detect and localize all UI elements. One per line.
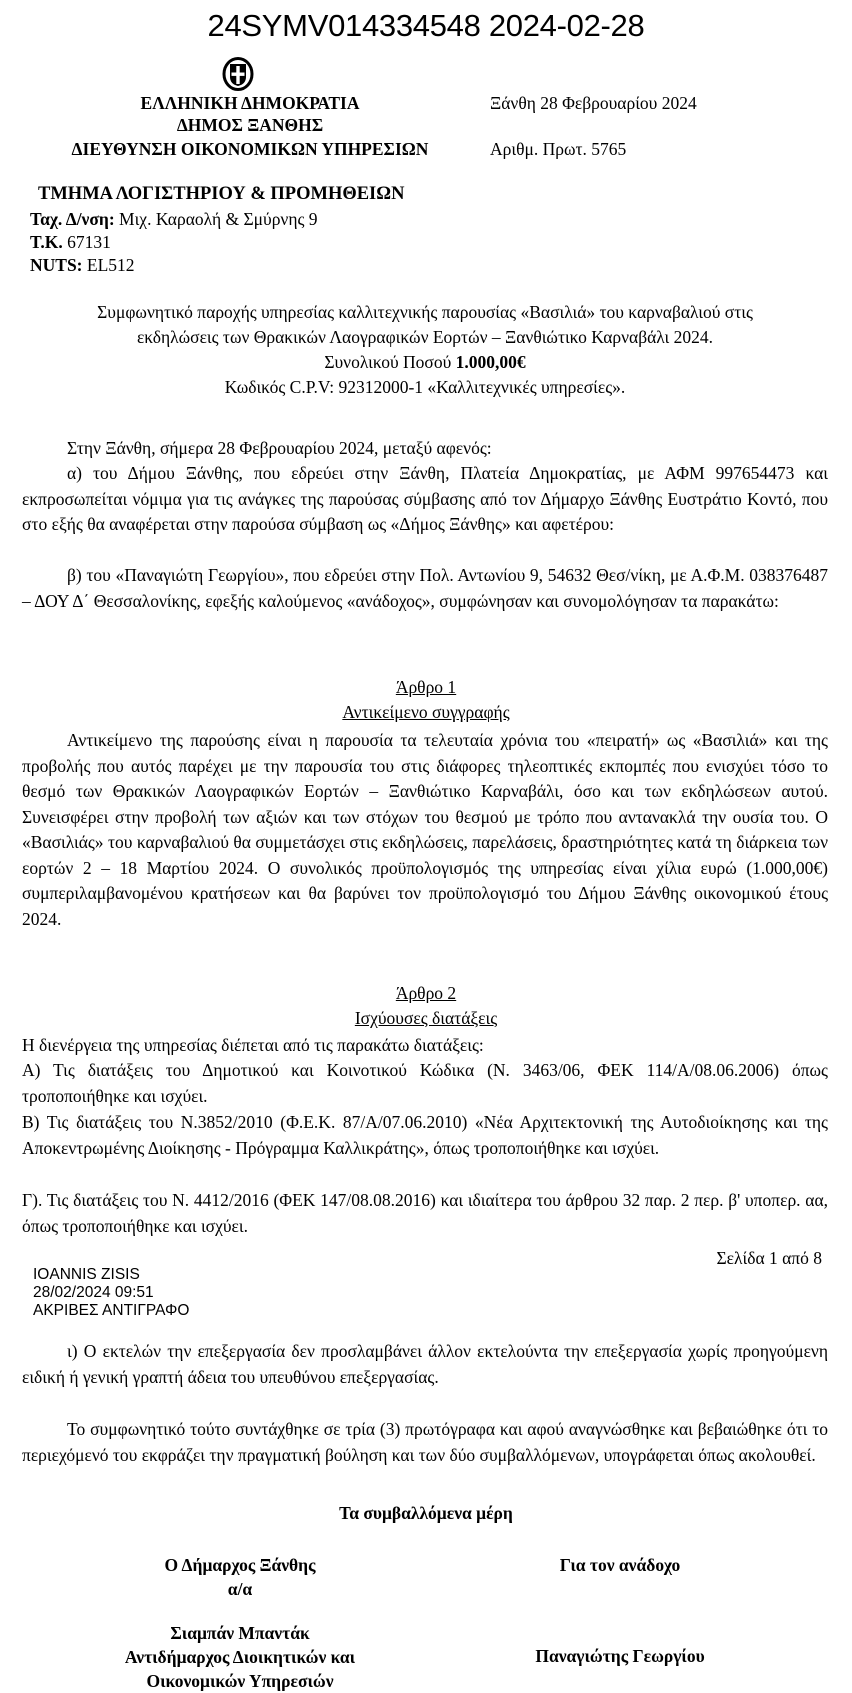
article2-heading: Άρθρο 2	[395, 983, 457, 1003]
ada-code: 24SYMV014334548 2024-02-28	[207, 8, 645, 43]
header-directorate: ΔΙΕΥΘΥΝΣΗ ΟΙΚΟΝΟΜΙΚΩΝ ΥΠΗΡΕΣΙΩΝ	[71, 139, 429, 159]
department-name: ΤΜΗΜΑ ΛΟΓΙΣΤΗΡΙΟΥ & ΠΡΟΜΗΘΕΙΩΝ	[38, 184, 405, 204]
contract-amount-label: Συνολικού Ποσού	[324, 352, 456, 372]
article2-item-b: Β) Τις διατάξεις του Ν.3852/2010 (Φ.Ε.Κ. 87/Α/07.06.2010) «Νέα Αρχιτεκτονική της Αυτοδιοίκησης και της Αποκεντρωμένης Διοίκησης - Πρόγραμμα Καλλικράτης», όπως τροποποιήθηκε και ισχύει.	[22, 1112, 828, 1158]
stamp-name: IOANNIS ZISIS	[33, 1266, 140, 1283]
signature-right-title: Για τον ανάδοχο	[559, 1555, 681, 1575]
address-nuts-label: NUTS:	[30, 255, 83, 275]
closing-statement: Το συμφωνητικό τούτο συντάχθηκε σε τρία (3) πρωτόγραφα και αφού αναγνώσθηκε και βεβαιώθηκε ότι το περιεχόμενό του εκφράζει την πραγματική βούληση και των δύο συμβαλλόμενων, υπογράφεται όπως ακολουθεί.	[22, 1419, 828, 1465]
signature-left-title: Ο Δήμαρχος Ξάνθης	[164, 1555, 316, 1575]
signature-left-name: Σιαμπάν Μπαντάκ	[170, 1623, 310, 1643]
protocol-number: Αριθμ. Πρωτ. 5765	[490, 139, 627, 159]
stamp-datetime: 28/02/2024 09:51	[33, 1284, 154, 1301]
address-postcode	[30, 231, 111, 253]
page-number: Σελίδα 1 από 8	[716, 1248, 822, 1268]
article2-subheading: Ισχύουσες διατάξεις	[354, 1008, 498, 1028]
article2-intro: Η διενέργεια της υπηρεσίας διέπεται από τις παρακάτω διατάξεις:	[22, 1035, 484, 1055]
signature-left-role1: Αντιδήμαρχος Διοικητικών και	[124, 1647, 356, 1667]
intro-party-b: β) του «Παναγιώτη Γεωργίου», που εδρεύει στην Πολ. Αντωνίου 9, 54632 Θεσ/νίκη, με Α.Φ.Μ. 038376487 – ΔΟΥ Δ΄ Θεσσαλονίκης, εφεξής καλούμενος «ανάδοχος», συμφώνησαν και συνομολόγησαν τα παρακάτω:	[22, 565, 828, 611]
article1-text: Αντικείμενο της παρούσης είναι η παρουσία τα τελευταία χρόνια του «πειρατή» ως «Βασιλιά» και της προβολής που αυτός παρέχει με την παρουσία του στις διάφορες τηλεοπτικές εκπομπές που ενισχύει τόσο το θεσμό των Θρακικών Λαογραφικών Εορτών – Ξανθιώτικο Καρναβάλι, όσο και των εκδηλώσεων αυτού. Συνεισφέρει στην προβολή των αξιών και των στόχων του θεσμού με τρόπο που αντανακλά την ουσία του. Ο «Βασιλιάς» του καρναβαλιού θα συμμετάσχει στις εκδηλώσεις, παρελάσεις, δραστηριότητες κατά τη διάρκεια των εορτών 2 – 18 Μαρτίου 2024. Ο συνολικός προϋπολογισμός της υπηρεσίας είναι χίλια ευρώ (1.000,00€) συμπεριλαμβανομένου κρατήσεων και θα βαρύνει τον προϋπολογισμό του Δήμου Ξάνθης οικονομικού έτους 2024.	[22, 730, 828, 929]
article1-heading: Άρθρο 1	[395, 677, 457, 697]
signatures-heading: Τα συμβαλλόμενα μέρη	[339, 1503, 513, 1523]
address-street-value: Μιχ. Καραολή & Σμύρνης 9	[114, 209, 318, 229]
article1-subheading: Αντικείμενο συγγραφής	[342, 702, 510, 722]
address-nuts	[30, 254, 135, 276]
greek-coat-of-arms-icon	[222, 57, 254, 91]
signature-left-role2: Οικονομικών Υπηρεσιών	[146, 1671, 334, 1691]
address-postcode-value: 67131	[62, 232, 111, 252]
address-street	[30, 208, 318, 230]
intro-opening: Στην Ξάνθη, σήμερα 28 Φεβρουαρίου 2024, μεταξύ αφενός:	[67, 438, 492, 458]
article2-item-c: Γ). Τις διατάξεις του Ν. 4412/2016 (ΦΕΚ 147/08.08.2016) και ιδιαίτερα του άρθρου 32 παρ. 2 περ. β' υποπερ. αα, όπως τροποποιήθηκε και ισχύει.	[22, 1190, 828, 1236]
contract-title-line2: εκδηλώσεις των Θρακικών Λαογραφικών Εορτών – Ξανθιώτικο Καρναβάλι 2024.	[136, 327, 714, 347]
contract-title	[30, 300, 820, 400]
address-street-label: Ταχ. Δ/νση:	[30, 209, 115, 229]
signature-left-aa: α/α	[227, 1579, 253, 1599]
stamp-label: ΑΚΡΙΒΕΣ ΑΝΤΙΓΡΑΦΟ	[33, 1302, 190, 1319]
contract-amount	[30, 350, 820, 375]
cpv-code: Κωδικός C.P.V: 92312000-1 «Καλλιτεχνικές υπηρεσίες».	[224, 377, 626, 397]
signature-right-name: Παναγιώτης Γεωργίου	[535, 1646, 705, 1666]
certified-copy-stamp	[33, 1266, 189, 1320]
clause-i: ι) Ο εκτελών την επεξεργασία δεν προσλαμβάνει άλλον εκτελούντα την επεξεργασία χωρίς προηγούμενη ειδική ή γενική γραπτή άδεια του υπευθύνου επεξεργασίας.	[22, 1341, 828, 1387]
contract-amount-value: 1.000,00€	[455, 352, 526, 372]
header-country: ΕΛΛΗΝΙΚΗ ΔΗΜΟΚΡΑΤΙΑ	[140, 93, 360, 113]
address-postcode-label: Τ.Κ.	[30, 232, 63, 252]
address-nuts-value: EL512	[82, 255, 135, 275]
header-date: Ξάνθη 28 Φεβρουαρίου 2024	[490, 93, 697, 113]
header-municipality: ΔΗΜΟΣ ΞΑΝΘΗΣ	[176, 115, 324, 135]
signature-left	[95, 1553, 385, 1693]
intro-party-a: α) του Δήμου Ξάνθης, που εδρεύει στην Ξάνθη, Πλατεία Δημοκρατίας, με ΑΦΜ 997654473 και εκπροσωπείται νόμιμα για τις ανάγκες της παρούσας σύμβασης από τον Δήμαρχο Ξάνθης Ευστράτιο Κοντό, που στο εξής θα αναφέρεται στην παρούσα σύμβαση ως «Δήμος Ξάνθης» και αφετέρου:	[22, 463, 828, 534]
contract-title-line1: Συμφωνητικό παροχής υπηρεσίας καλλιτεχνικής παρουσίας «Βασιλιά» του καρναβαλιού στις	[97, 302, 753, 322]
article2-item-a: Α) Τις διατάξεις του Δημοτικού και Κοινοτικού Κώδικα (Ν. 3463/06, ΦΕΚ 114/Α/08.06.2006) όπως τροποποιήθηκε και ισχύει.	[22, 1060, 828, 1106]
